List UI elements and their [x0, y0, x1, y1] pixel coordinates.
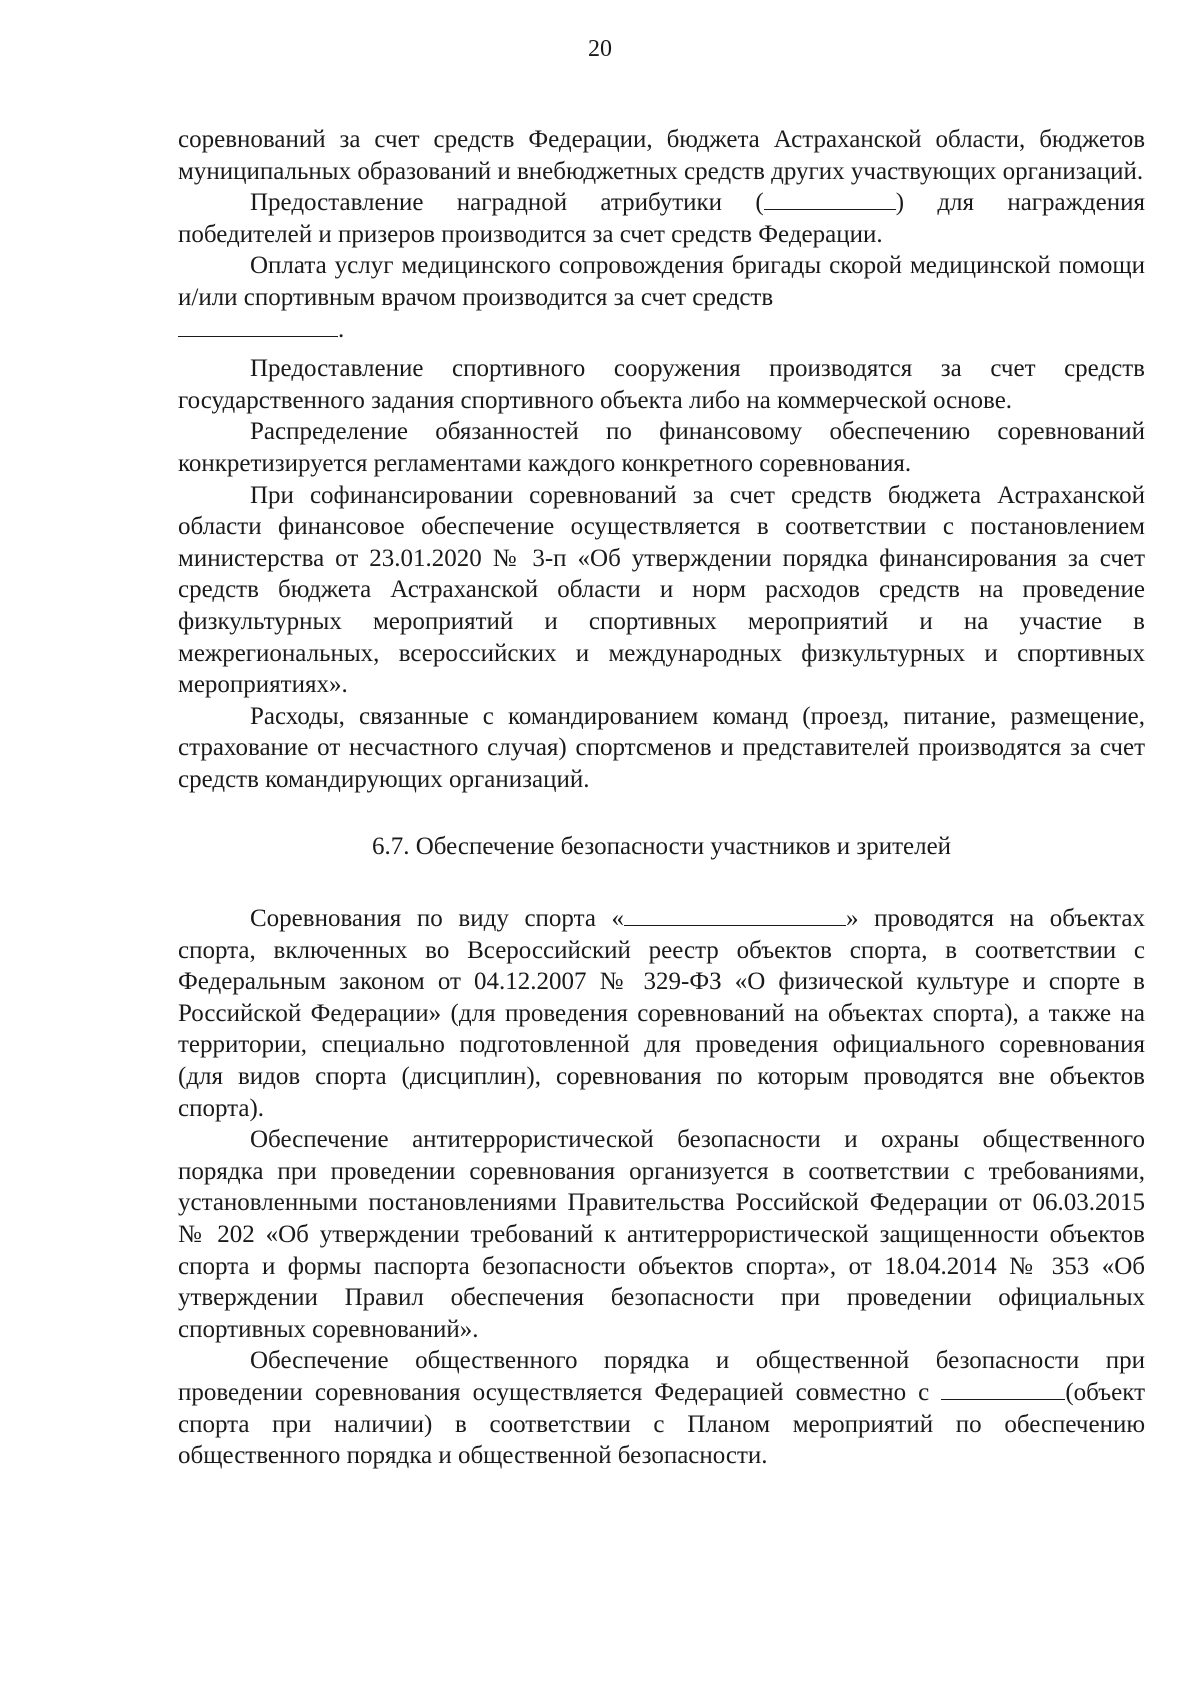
paragraph-cofinancing: При софинансировании соревнований за счет средств бюджета Астраханской области финансовое обеспечение осуществляется в соответствии с постановлением министерства от 23.01.2020 № 3-п «Об утверждении порядка финансирования за счет средств бюджета Астраханской области и норм расходов средств на проведение физкультурных мероприятий и спортивных мероприятий и на участие в межрегиональных, всероссийских и международных физкультурных и спортивных мероприятиях». — [178, 481, 1145, 699]
paragraph-text: Соревнования по виду спорта « — [250, 905, 625, 933]
paragraph-responsibilities: Распределение обязанностей по финансовому обеспечению соревнований конкретизируется регламентами каждого конкретного соревнования. — [178, 418, 1145, 477]
paragraph-text: . — [338, 315, 345, 343]
paragraph-text: (объект спорта при наличии) в соответствии с Планом мероприятий по обеспечению общественного порядка и общественной безопасности. — [178, 1378, 1145, 1470]
page-number: 20 — [588, 36, 612, 62]
blank-field-attributes — [764, 187, 896, 210]
paragraph-funding-sources: соревнований за счет средств Федерации, бюджета Астраханской области, бюджетов муниципальных образований и внебюджетных средств других участвующих организаций. — [178, 126, 1145, 185]
paragraph-text: ) для награждения победителей и призеров производится за счет средств Федерации. — [178, 189, 1145, 248]
blank-field-sport — [624, 903, 846, 926]
paragraph-award-attributes — [178, 187, 1145, 250]
document-body — [178, 124, 1145, 1472]
paragraph-public-order — [178, 1345, 1145, 1471]
paragraph-text: Обеспечение общественного порядка и общественной безопасности при проведении соревнования осуществляется Федерацией совместно с — [178, 1347, 1145, 1406]
paragraph-sports-facility: Предоставление спортивного сооружения производятся за счет средств государственного задания спортивного объекта либо на коммерческой основе. — [178, 355, 1145, 414]
section-heading: 6.7. Обеспечение безопасности участников и зрителей — [371, 833, 952, 861]
paragraph-sport-venues — [178, 903, 1145, 1124]
paragraph-text: » проводятся на объектах спорта, включенных во Всероссийский реестр объектов спорта, в соответствии с Федеральным законом от 04.12.2007 № 329-ФЗ «О физической культуре и спорте в Российской Федерации» (для проведения соревнований на объектах спорта), а также на территории, специально подготовленной для проведения официального соревнования (для видов спорта (дисциплин), соревнования по которым проводятся вне объектов спорта). — [178, 905, 1145, 1122]
paragraph-medical-support-end — [178, 314, 1145, 346]
blank-field-funds — [178, 314, 338, 337]
blank-field-sport-object — [941, 1377, 1065, 1400]
paragraph-medical-support: Оплата услуг медицинского сопровождения бригады скорой медицинской помощи и/или спортивным врачом производится за счет средств — [178, 252, 1145, 311]
paragraph-antiterror-security: Обеспечение антитеррористической безопасности и охраны общественного порядка при проведении соревнования организуется в соответствии с требованиями, установленными постановлениями Правительства Российской Федерации от 06.03.2015 № 202 «Об утверждении требований к антитеррористической защищенности объектов спорта и формы паспорта безопасности объектов спорта», от 18.04.2014 № 353 «Об утверждении Правил обеспечения безопасности при проведении официальных спортивных соревнований». — [178, 1126, 1145, 1343]
paragraph-travel-expenses: Расходы, связанные с командированием команд (проезд, питание, размещение, страхование от несчастного случая) спортсменов и представителей производятся за счет средств командирующих организаций. — [178, 702, 1145, 793]
paragraph-text: Предоставление наградной атрибутики ( — [250, 189, 764, 217]
